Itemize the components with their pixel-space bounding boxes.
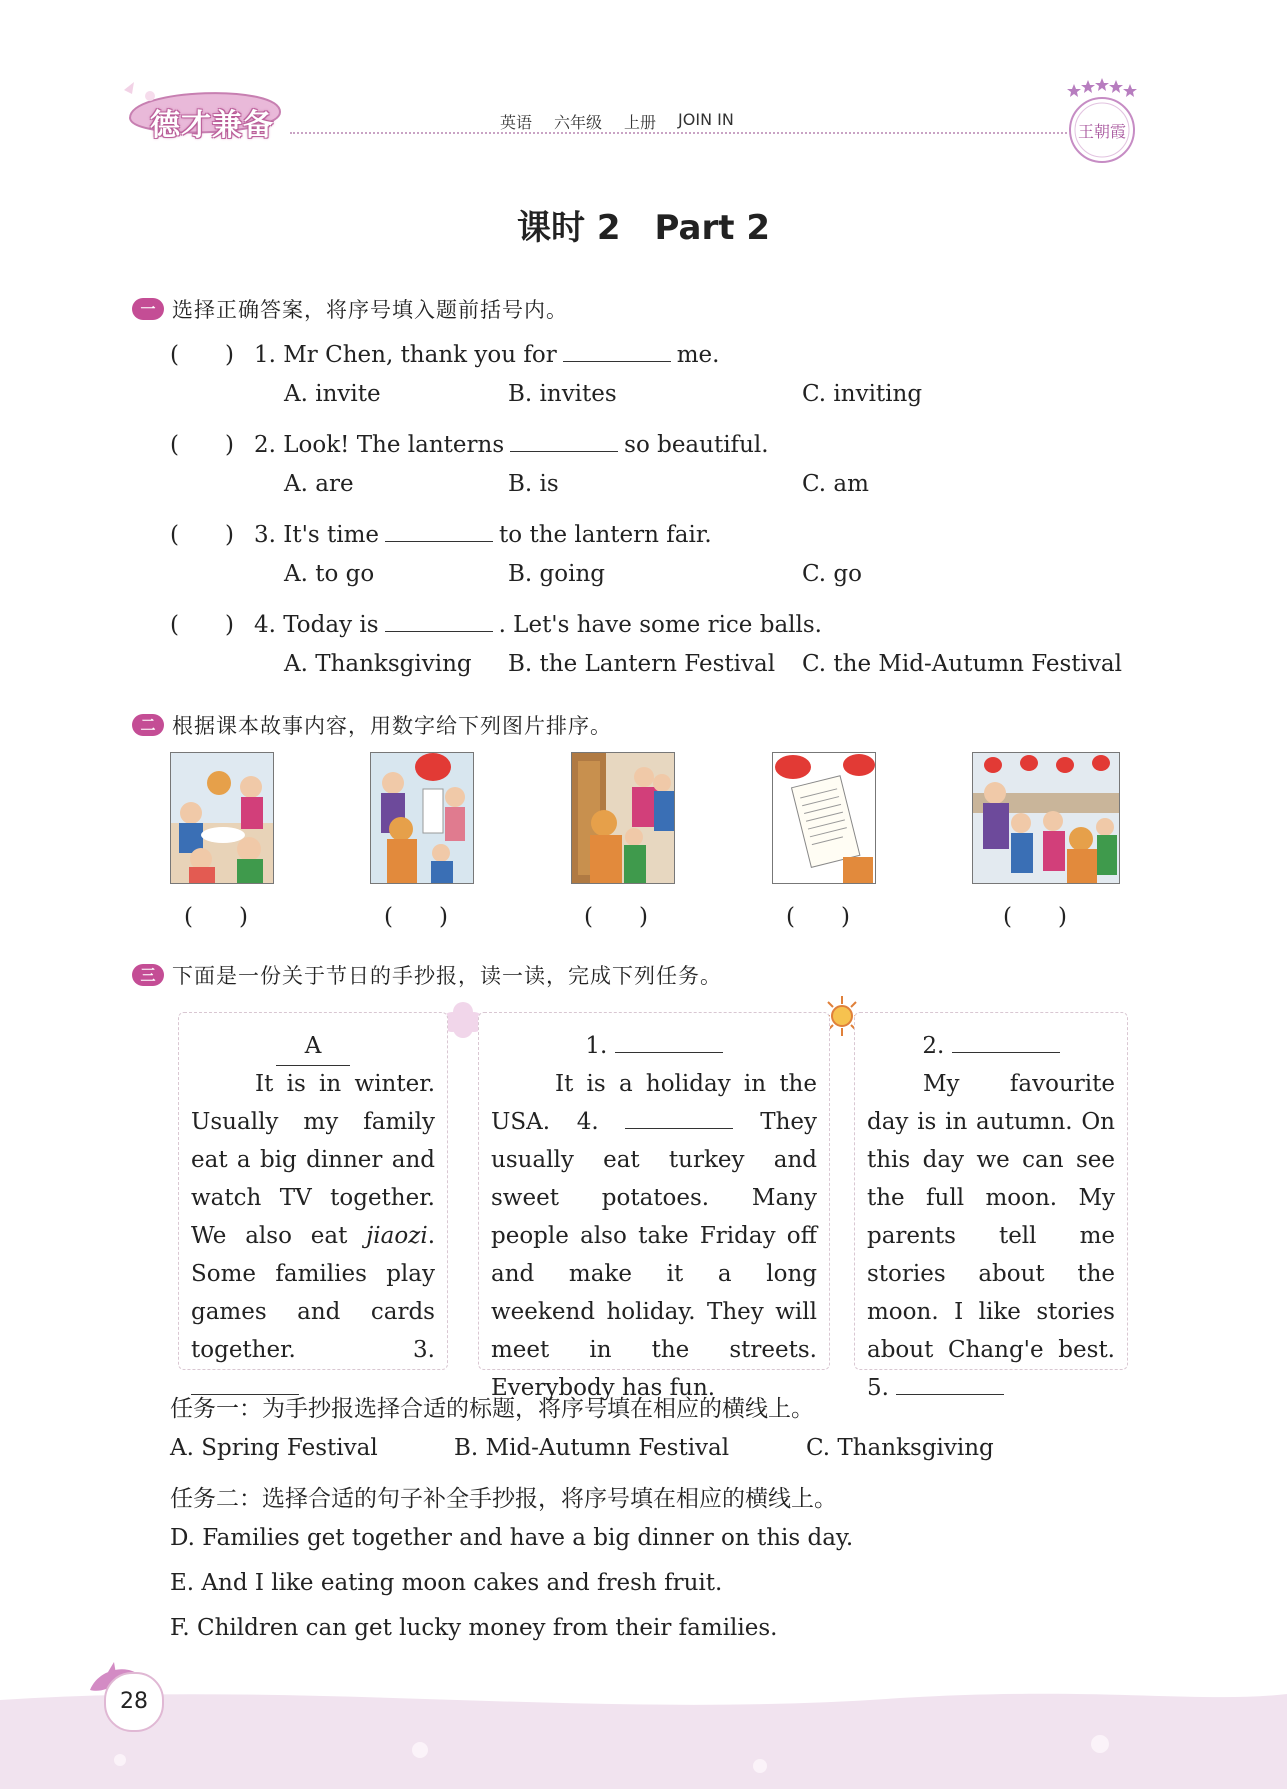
newspaper-panel-2	[854, 1012, 1128, 1401]
q1-option-b[interactable]: B. invites	[508, 381, 617, 407]
lantern-fair-picture	[972, 752, 1120, 884]
riddle-paper-picture	[772, 752, 876, 884]
q2-option-c[interactable]: C. am	[802, 471, 869, 497]
panel-1-title: 1.	[585, 1033, 608, 1059]
footer-wave-decoration	[0, 1680, 1287, 1789]
panel-2-text-1: My favourite day is in autumn. On this day we can see the full moon. My parents tell me stories about the moon. I like stories about Chang'e best. 5.	[867, 1071, 1115, 1401]
family-dinner-picture	[170, 752, 274, 884]
q1-option-c[interactable]: C. inviting	[802, 381, 923, 407]
section-2-header	[132, 710, 612, 740]
section-3-header	[132, 960, 722, 990]
picture-1-answer[interactable]: ( )	[184, 904, 248, 930]
panel-1-text-1: It is a holiday in the USA. 4.	[491, 1071, 817, 1135]
panel-a-text-2: . Some families play games and cards together. 3.	[191, 1223, 435, 1363]
panel-2-text	[867, 1065, 1115, 1407]
panel-a-title: A	[276, 1027, 350, 1066]
q4-option-a[interactable]: A. Thanksgiving	[284, 651, 472, 677]
section-1-title: 选择正确答案，将序号填入题前括号内。	[172, 298, 568, 322]
section-2-title: 根据课本故事内容，用数字给下列图片排序。	[172, 714, 612, 738]
q2-option-b[interactable]: B. is	[508, 471, 559, 497]
question-2	[170, 426, 769, 459]
task-1-option-c[interactable]: C. Thanksgiving	[806, 1435, 994, 1461]
lantern-riddle-picture	[370, 752, 474, 884]
panel-2-title: 2.	[922, 1033, 945, 1059]
q4-option-c[interactable]: C. the Mid-Autumn Festival	[802, 651, 1122, 677]
question-3-stem-a: 3. It's time	[254, 522, 380, 548]
picture-2-answer[interactable]: ( )	[384, 904, 448, 930]
blank-4[interactable]	[625, 1108, 733, 1129]
question-3-blank[interactable]	[385, 523, 493, 542]
panel-1-text-2: They usually eat turkey and sweet potatoes. Many people also take Friday off and make it a long weekend holiday. They will meet in the streets. Everybody has fun.	[491, 1109, 817, 1401]
question-4	[170, 606, 822, 639]
picture-5-answer[interactable]: ( )	[1003, 904, 1067, 930]
answer-paren[interactable]: ( )	[170, 522, 234, 548]
task-1-option-b[interactable]: B. Mid-Autumn Festival	[454, 1435, 730, 1461]
panel-a-text-1: It is in winter. Usually my family eat a big dinner and watch TV together. We also eat	[191, 1071, 435, 1249]
task-1-option-a[interactable]: A. Spring Festival	[170, 1435, 378, 1461]
task-2-option-f[interactable]: F. Children can get lucky money from their families.	[170, 1615, 778, 1641]
question-4-blank[interactable]	[385, 613, 493, 632]
section-1-badge: 一	[132, 298, 164, 320]
question-2-stem-b: so beautiful.	[624, 432, 769, 458]
header-edition: JOIN IN	[678, 110, 734, 129]
header-grade: 六年级	[554, 113, 603, 132]
question-1-stem-a: 1. Mr Chen, thank you for	[254, 342, 557, 368]
question-1	[170, 336, 719, 369]
question-3	[170, 516, 712, 549]
q4-option-b[interactable]: B. the Lantern Festival	[508, 651, 776, 677]
question-4-stem-a: 4. Today is	[254, 612, 379, 638]
section-3-title: 下面是一份关于节日的手抄报，读一读，完成下列任务。	[172, 964, 722, 988]
q1-option-a[interactable]: A. invite	[284, 381, 381, 407]
question-2-blank[interactable]	[510, 433, 618, 452]
newspaper-panel-1	[478, 1012, 830, 1401]
answer-paren[interactable]: ( )	[170, 432, 234, 458]
question-1-blank[interactable]	[563, 343, 671, 362]
header-meta	[500, 110, 734, 133]
task-2-option-d[interactable]: D. Families get together and have a big dinner on this day.	[170, 1525, 854, 1551]
author-stamp-icon	[1060, 78, 1144, 168]
header-subject: 英语	[500, 113, 533, 132]
question-4-stem-b: . Let's have some rice balls.	[498, 612, 822, 638]
door-visit-picture	[571, 752, 675, 884]
section-3-badge: 三	[132, 964, 164, 986]
header-volume: 上册	[624, 113, 657, 132]
section-1-header	[132, 294, 568, 324]
blank-5[interactable]	[896, 1374, 1004, 1395]
blank-2[interactable]	[952, 1032, 1060, 1053]
task-2-label: 任务二：选择合适的句子补全手抄报，将序号填在相应的横线上。	[170, 1486, 837, 1512]
q3-option-a[interactable]: A. to go	[284, 561, 375, 587]
q2-option-a[interactable]: A. are	[284, 471, 354, 497]
q3-option-b[interactable]: B. going	[508, 561, 605, 587]
q3-option-c[interactable]: C. go	[802, 561, 862, 587]
panel-a-text	[191, 1065, 435, 1407]
task-1-label: 任务一：为手抄报选择合适的标题，将序号填在相应的横线上。	[170, 1396, 814, 1422]
panel-1-text	[491, 1065, 817, 1407]
answer-paren[interactable]: ( )	[170, 612, 234, 638]
task-2-option-e[interactable]: E. And I like eating moon cakes and fresh fruit.	[170, 1570, 723, 1596]
picture-4-answer[interactable]: ( )	[786, 904, 850, 930]
question-1-stem-b: me.	[676, 342, 720, 368]
section-2-badge: 二	[132, 714, 164, 736]
stamp-text: 王朝霞	[1077, 122, 1127, 141]
newspaper-panel-a	[178, 1012, 448, 1370]
answer-paren[interactable]: ( )	[170, 342, 234, 368]
question-2-stem-a: 2. Look! The lanterns	[254, 432, 505, 458]
lesson-title: 课时 2 Part 2	[517, 208, 770, 248]
question-3-stem-b: to the lantern fair.	[499, 522, 712, 548]
panel-a-italic: jiaozi	[366, 1223, 428, 1249]
page-number: 28	[104, 1672, 164, 1732]
blank-1[interactable]	[615, 1032, 723, 1053]
picture-3-answer[interactable]: ( )	[584, 904, 648, 930]
logo-text: 德才兼备	[150, 108, 274, 143]
